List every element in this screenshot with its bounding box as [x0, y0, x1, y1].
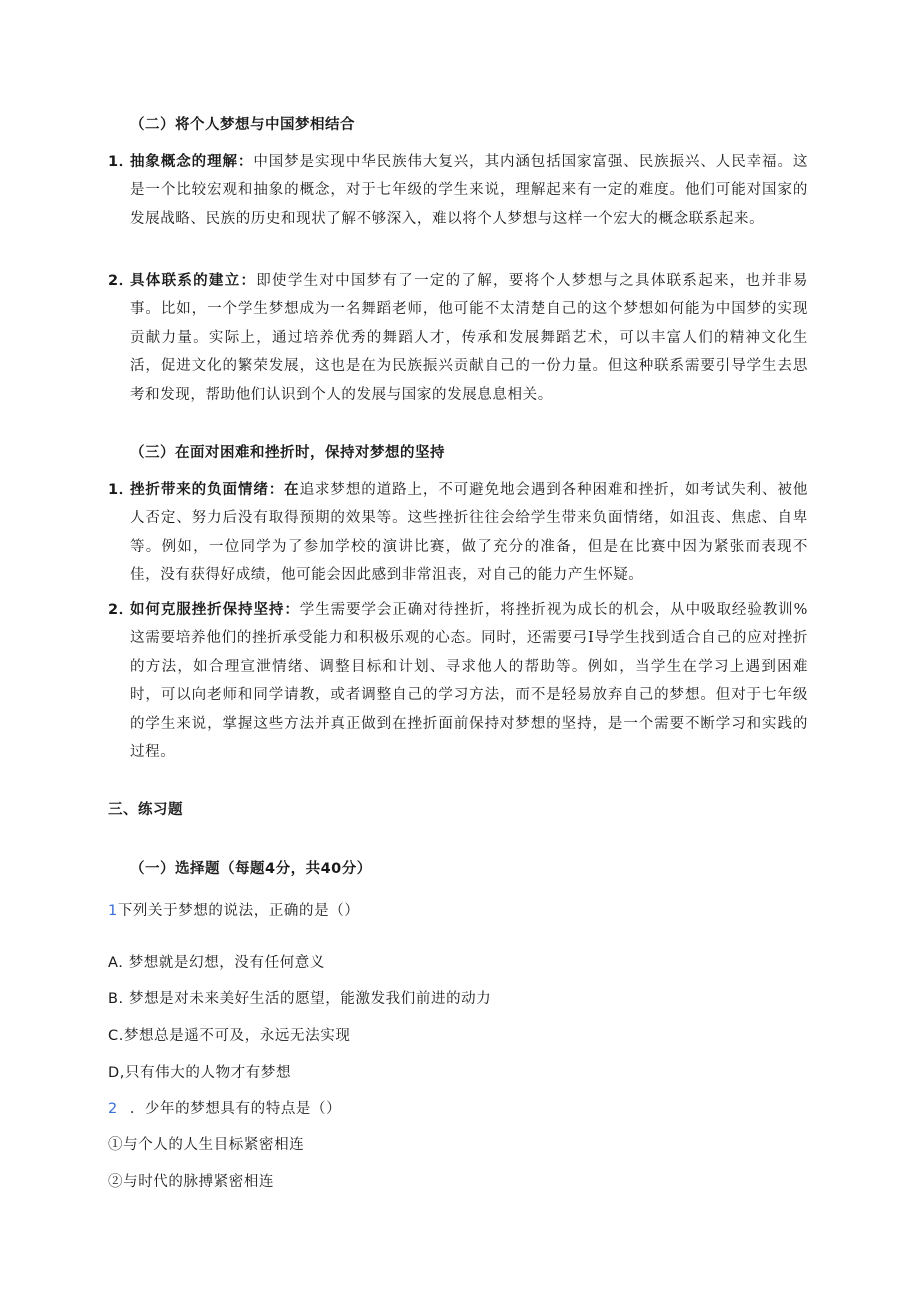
item-number: 1． — [108, 154, 134, 170]
item-label: 具体联系的建立： — [130, 273, 257, 289]
section3-item-1 — [108, 476, 808, 590]
option-text: 梦想总是遥不可及，永远无法实现 — [123, 1028, 351, 1044]
question-2 — [108, 1097, 341, 1118]
option-label: C. — [108, 1028, 124, 1044]
option-label: A. — [108, 955, 124, 971]
item-number: 2． — [108, 602, 134, 618]
section3-item-2 — [108, 596, 808, 766]
item-number: 1． — [108, 482, 134, 498]
item-label: 挫折带来的负面情绪：在 — [130, 482, 300, 498]
q2-statement-2: ②与时代的脉搏紧密相连 — [108, 1174, 275, 1190]
option-a — [108, 951, 325, 972]
question-stem: ．少年的梦想具有的特点是（） — [129, 1101, 342, 1117]
question-1 — [108, 899, 359, 920]
option-text: 梦想就是幻想，没有任何意义 — [128, 955, 326, 971]
choice-subheading: （一）选择题（每题4分，共40分） — [130, 861, 372, 877]
section2-item-1 — [108, 148, 808, 233]
item-text: 中国梦是实现中华民族伟大复兴，其内涵包括国家富强、民族振兴、人民幸福。这是一个比较宏观和抽象的概念，对于七年级的学生来说，理解起来有一定的难度。他们可能对国家的发展战略、民族的历史和现状了解不够深入，难以将个人梦想与这样一个宏大的概念联系起来。 — [130, 154, 808, 227]
option-d — [108, 1061, 291, 1082]
item-text: 追求梦想的道路上，不可避免地会遇到各种困难和挫折，如考试失利、被他人否定、努力后没有取得预期的效果等。这些挫折往往会给学生带来负面情绪，如沮丧、焦虑、自卑等。例如，一位同学为了参加学校的演讲比赛，做了充分的准备，但是在比赛中因为紧张而表现不佳，没有获得好成绩，他可能会因此感到非常沮丧，对自己的能力产生怀疑。 — [130, 482, 808, 584]
option-text: 只有伟大的人物才有梦想 — [124, 1065, 292, 1081]
item-text: 即使学生对中国梦有了一定的了解，要将个人梦想与之具体联系起来，也并非易事。比如，一个学生梦想成为一名舞蹈老师，他可能不太清楚自己的这个梦想如何能为中国梦的实现贡献力量。实际上，通过培养优秀的舞蹈人才，传承和发展舞蹈艺术，可以丰富人们的精神文化生活，促进文化的繁荣发展，这也是在为民族振兴贡献自己的一份力量。但这种联系需要引导学生去思考和发现，帮助他们认识到个人的发展与国家的发展息息相关。 — [130, 273, 808, 403]
item-number: 2． — [108, 273, 134, 289]
item-label: 如何克服挫折保持坚持： — [130, 602, 300, 618]
section-heading-3: （三）在面对困难和挫折时，保持对梦想的坚持 — [130, 445, 445, 461]
question-number: 2 — [108, 1101, 118, 1117]
option-b — [108, 987, 491, 1008]
option-c — [108, 1024, 350, 1045]
question-number: 1 — [108, 903, 118, 919]
section-heading-2: （二）将个人梦想与中国梦相结合 — [130, 117, 355, 133]
option-label: B. — [108, 991, 124, 1007]
option-label: D, — [108, 1065, 125, 1081]
item-text: 学生需要学会正确对待挫折，将挫折视为成长的机会，从中吸取经验教训%这需要培养他们的挫折承受能力和积极乐观的心态。同时，还需要弓I导学生找到适合自己的应对挫折的方法，如合理宣泄情绪、调整目标和计划、寻求他人的帮助等。例如，当学生在学习上遇到困难时，可以向老师和同学请教，或者调整自己的学习方法，而不是轻易放弃自己的梦想。但对于七年级的学生来说，掌握这些方法并真正做到在挫折面前保持对梦想的坚持，是一个需要不断学习和实践的过程。 — [130, 602, 808, 761]
exercises-heading: 三、练习题 — [108, 802, 183, 818]
question-stem: 下列关于梦想的说法，正确的是（） — [117, 903, 360, 919]
item-label: 抽象概念的理解： — [130, 154, 254, 170]
section2-item-2 — [108, 267, 808, 409]
option-text: 梦想是对未来美好生活的愿望，能激发我们前进的动力 — [128, 991, 492, 1007]
q2-statement-1: ①与个人的人生目标紧密相连 — [108, 1137, 305, 1153]
